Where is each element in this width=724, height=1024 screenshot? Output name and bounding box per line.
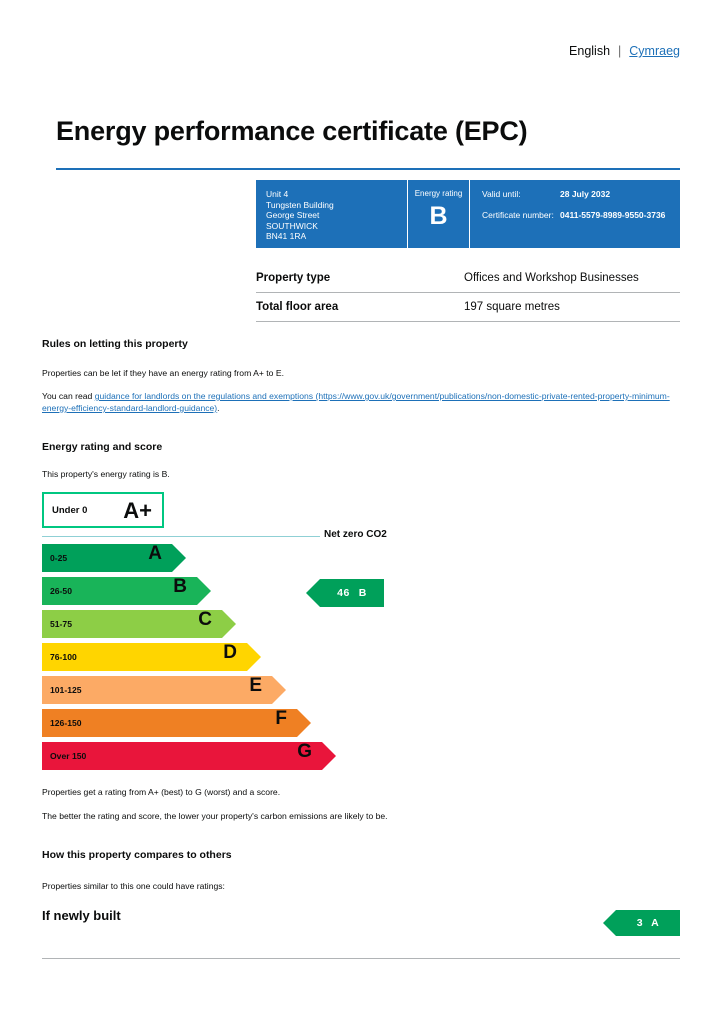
valid-until-row: [482, 189, 670, 200]
certificate-meta: [470, 180, 680, 248]
band-c-letter: C: [198, 609, 212, 630]
band-g-arrow: [322, 742, 336, 770]
band-e-arrow: [272, 676, 286, 704]
current-rating-pointer-tip: [306, 579, 320, 607]
table-row: [256, 264, 680, 293]
address-line-1: Unit 4: [266, 189, 289, 199]
address-line-4: SOUTHWICK: [266, 220, 318, 231]
band-b: [42, 577, 197, 605]
band-f-range: 126-150: [50, 718, 82, 728]
certificate-number-row: [482, 210, 670, 221]
current-rating-letter: B: [358, 587, 367, 599]
net-zero-line: [42, 536, 320, 537]
band-f-arrow: [297, 709, 311, 737]
band-f-body: [42, 709, 297, 737]
energy-rating-label: Energy rating: [414, 189, 463, 198]
property-type-label: Property type: [256, 272, 331, 284]
if-newly-built-score: 3: [636, 917, 644, 929]
band-aplus: [42, 492, 164, 528]
if-newly-built-pointer-tip: [603, 910, 616, 936]
rating-section-intro: This property's energy rating is B.: [42, 469, 170, 479]
band-d-letter: D: [223, 642, 237, 663]
band-f: [42, 709, 297, 737]
epc-rating-chart: [42, 492, 682, 774]
band-g: [42, 742, 322, 770]
rules-paragraph-2-prefix: You can read: [42, 391, 95, 401]
property-address: [256, 180, 408, 248]
band-e: [42, 676, 272, 704]
band-a: [42, 544, 172, 572]
rating-note-1: Properties get a rating from A+ (best) to G (worst) and a score.: [42, 787, 281, 797]
property-details-table: [256, 264, 680, 322]
band-d-body: [42, 643, 247, 671]
compare-section-intro: Properties similar to this one could have ratings:: [42, 881, 225, 891]
rating-note-2: The better the rating and score, the lower your property's carbon emissions are likely to be.: [42, 811, 388, 821]
band-b-arrow: [197, 577, 211, 605]
net-zero-label: Net zero CO2: [324, 529, 387, 540]
band-f-letter: F: [275, 708, 287, 729]
band-b-letter: B: [173, 576, 187, 597]
valid-until-value: 28 July 2032: [560, 189, 611, 199]
current-rating-score: 46: [337, 587, 350, 599]
property-type-value: Offices and Workshop Businesses: [464, 272, 639, 284]
total-floor-area-label: Total floor area: [256, 301, 339, 313]
band-c: [42, 610, 222, 638]
current-rating-pointer: [320, 579, 384, 607]
band-c-range: 51-75: [50, 619, 72, 629]
rules-paragraph-2: [42, 390, 670, 414]
address-line-3: George Street: [266, 210, 320, 221]
band-d-arrow: [247, 643, 261, 671]
rating-section-heading: Energy rating and score: [42, 441, 163, 453]
header-divider: [56, 168, 680, 170]
band-a-body: [42, 544, 172, 572]
valid-until-label: Valid until:: [482, 189, 521, 199]
language-current: English: [569, 44, 611, 58]
band-aplus-letter: A+: [123, 498, 152, 523]
if-newly-built-letter: A: [651, 917, 660, 929]
band-d: [42, 643, 247, 671]
band-a-letter: A: [148, 543, 162, 564]
if-newly-built-label: If newly built: [42, 908, 121, 923]
address-line-5: BN41 1RA: [266, 231, 307, 242]
language-link-cymraeg[interactable]: Cymraeg: [629, 44, 680, 58]
page-title: Energy performance certificate (EPC): [56, 116, 528, 147]
table-row: [256, 293, 680, 322]
rules-paragraph-2-suffix: .: [217, 403, 220, 413]
band-e-range: 101-125: [50, 685, 82, 695]
certificate-number-label: Certificate number:: [482, 210, 554, 220]
band-b-range: 26-50: [50, 586, 72, 596]
band-g-letter: G: [297, 741, 312, 762]
band-b-body: [42, 577, 197, 605]
energy-rating-letter: B: [429, 202, 448, 230]
band-g-range: Over 150: [50, 751, 87, 761]
if-newly-built-pointer: [616, 910, 680, 936]
band-e-body: [42, 676, 272, 704]
certificate-summary-band: [256, 180, 680, 248]
compare-section-heading: How this property compares to others: [42, 849, 232, 861]
rules-section-heading: Rules on letting this property: [42, 338, 188, 350]
band-d-range: 76-100: [50, 652, 77, 662]
certificate-number-value: 0411-5579-8989-9550-3736: [560, 210, 666, 220]
rules-paragraph-1: Properties can be let if they have an energy rating from A+ to E.: [42, 368, 284, 378]
band-c-arrow: [222, 610, 236, 638]
band-a-arrow: [172, 544, 186, 572]
address-line-2: Tungsten Building: [266, 199, 334, 210]
band-g-body: [42, 742, 322, 770]
language-switcher: [569, 44, 680, 58]
band-e-letter: E: [249, 675, 262, 696]
language-separator: |: [618, 44, 622, 58]
energy-rating-block: [408, 180, 470, 248]
footer-divider: [42, 958, 680, 959]
landlord-guidance-link[interactable]: guidance for landlords on the regulations and exemptions (https://www.gov.uk/government/publications/non-domestic-private-rented-property-minimum-energy-efficiency-standard-landlord-guidance): [42, 391, 670, 413]
band-aplus-range: Under 0: [52, 505, 88, 516]
total-floor-area-value: 197 square metres: [464, 301, 560, 313]
band-c-body: [42, 610, 222, 638]
band-a-range: 0-25: [50, 553, 68, 563]
